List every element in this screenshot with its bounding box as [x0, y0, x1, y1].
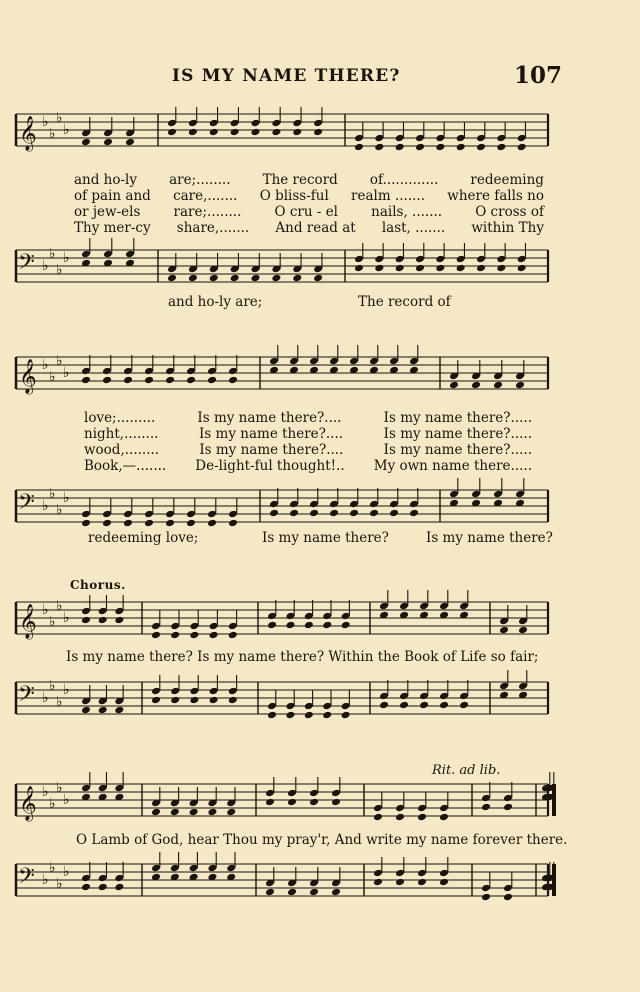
verse-3-line: wood,........ Is my name there?.... Is my name there?..... [84, 442, 532, 458]
verse-1-line: love;......... Is my name there?.... Is my name there?..... [84, 410, 532, 426]
chorus-label: Chorus. [70, 578, 126, 592]
bass-staff-4 [16, 862, 548, 898]
bass-lyric-2c: Is my name there? [426, 530, 553, 546]
flat-icon: ♭ [42, 784, 49, 800]
flat-icon: ♭ [56, 598, 63, 614]
bass-clef-icon: 𝄢 [18, 864, 35, 894]
verse-2-line: of pain and care,....... O bliss-ful realm ....... where falls no [74, 188, 544, 204]
flat-icon: ♭ [63, 610, 70, 626]
flat-icon: ♭ [42, 690, 49, 706]
flat-icon: ♭ [42, 498, 49, 514]
flat-icon: ♭ [42, 258, 49, 274]
bass-lyric-1a: and ho-ly are; [168, 294, 263, 310]
treble-clef-icon: 𝄞 [19, 359, 37, 394]
treble-staff-2 [16, 353, 548, 394]
chorus-lyric-2: O Lamb of God, hear Thou my pray'r, And write my name forever there. [76, 832, 568, 848]
flat-icon: ♭ [49, 246, 56, 262]
flat-icon: ♭ [56, 876, 63, 892]
verse-3-line: or jew-els rare;........ O cru - el nails, ....... O cross of [74, 204, 544, 220]
flat-icon: ♭ [56, 353, 63, 369]
flat-icon: ♭ [63, 122, 70, 138]
bass-clef-icon: 𝄢 [18, 682, 35, 712]
chorus-lyric-1: Is my name there? Is my name there? Within the Book of Life so fair; [66, 649, 539, 665]
verse-2-line: night,........ Is my name there?.... Is my name there?..... [84, 426, 532, 442]
flat-icon: ♭ [49, 860, 56, 876]
bass-lyric-1b: The record of [358, 294, 451, 310]
flat-icon: ♭ [42, 602, 49, 618]
flat-icon: ♭ [49, 678, 56, 694]
verse-4-line: Book,—....... De-light-ful thought!.. My own name there..... [84, 458, 532, 474]
flat-icon: ♭ [63, 792, 70, 808]
flat-icon: ♭ [63, 490, 70, 506]
flat-icon: ♭ [56, 110, 63, 126]
flat-icon: ♭ [63, 250, 70, 266]
treble-clef-icon: 𝄞 [19, 604, 37, 639]
flat-icon: ♭ [63, 682, 70, 698]
flat-icon: ♭ [49, 126, 56, 142]
lyrics-system-2 [84, 410, 532, 474]
flat-icon: ♭ [49, 369, 56, 385]
flat-icon: ♭ [49, 796, 56, 812]
bass-clef-icon: 𝄢 [18, 250, 35, 280]
treble-staff-1 [16, 110, 548, 151]
flat-icon: ♭ [63, 864, 70, 880]
flat-icon: ♭ [42, 114, 49, 130]
flat-icon: ♭ [56, 694, 63, 710]
tempo-marking: Rit. ad lib. [432, 763, 501, 778]
verse-4-line: Thy mer-cy share,....... And read at last, ....... within Thy [74, 220, 544, 236]
flat-icon: ♭ [49, 614, 56, 630]
bass-lyric-2a: redeeming love; [88, 530, 199, 546]
flat-icon: ♭ [56, 780, 63, 796]
bass-staff-3 [16, 680, 548, 716]
hymn-title: IS MY NAME THERE? [172, 66, 401, 86]
flat-icon: ♭ [56, 262, 63, 278]
page-header [0, 60, 640, 90]
page-number: 107 [514, 62, 563, 89]
treble-staff-3 [16, 598, 548, 639]
flat-icon: ♭ [42, 357, 49, 373]
flat-icon: ♭ [42, 872, 49, 888]
verse-1-line: and ho-ly are;........ The record of............. redeeming [74, 172, 544, 188]
treble-staff-4 [16, 780, 548, 821]
flat-icon: ♭ [56, 502, 63, 518]
lyrics-system-1 [74, 172, 544, 236]
bass-staff-2 [16, 488, 548, 524]
flat-icon: ♭ [49, 486, 56, 502]
treble-clef-icon: 𝄞 [19, 786, 37, 821]
treble-clef-icon: 𝄞 [19, 116, 37, 151]
bass-clef-icon: 𝄢 [18, 490, 35, 520]
bass-staff-1 [16, 248, 548, 284]
bass-lyric-2b: Is my name there? [262, 530, 389, 546]
flat-icon: ♭ [63, 365, 70, 381]
